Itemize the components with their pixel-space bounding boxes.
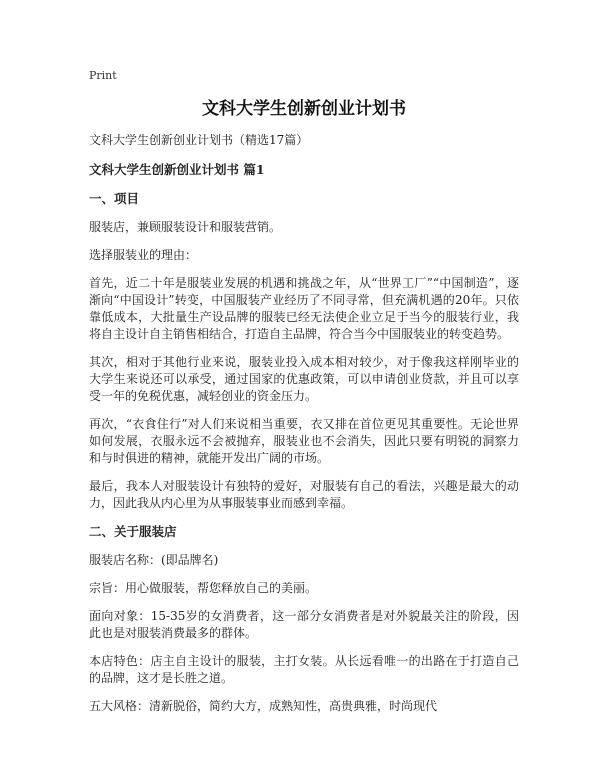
document-subtitle: 文科大学生创新创业计划书（精选17篇） bbox=[89, 133, 309, 147]
paragraph: 首先，近二十年是服装业发展的机遇和挑战之年，从“世界工厂”“中国制造”，逐渐向“中国设计”转变，中国服装产业经历了不同寻常，但充满机遇的20年。只依靠低成本，大批量生产设品牌的服装已经无法使企业立足于当今的服装行业，我将自主设计自主销售相结合，打造自主品牌，符合当今中国服装业的转变趋势。 bbox=[89, 276, 519, 341]
paragraph: 服装店，兼顾服装设计和服装营销。 bbox=[89, 220, 282, 234]
paragraph: 选择服装业的理由： bbox=[89, 248, 198, 262]
document-title: 文科大学生创新创业计划书 bbox=[202, 99, 406, 119]
paragraph: 五大风格：清新脱俗，简约大方，成熟知性，高贵典雅，时尚现代 bbox=[89, 699, 438, 713]
section-heading-project: 一、项目 bbox=[89, 191, 140, 206]
part-title: 文科大学生创新创业计划书 篇1 bbox=[89, 162, 265, 177]
paragraph: 宗旨：用心做服装，帮您释放自己的美丽。 bbox=[89, 581, 318, 595]
section-heading-about-store: 二、关于服装店 bbox=[89, 524, 177, 539]
document-page bbox=[89, 68, 519, 726]
paragraph: 最后，我本人对服装设计有独特的爱好，对服装有自己的看法，兴趣是最大的动力，因此我从内心里为从事服装事业而感到幸福。 bbox=[89, 479, 519, 510]
paragraph: 再次，“衣食住行”对人们来说相当重要，衣又排在首位更见其重要性。无论世界如何发展，衣服永远不会被抛弃，服装业也不会消失，因此只要有明锐的洞察力和与时俱进的精神，就能开发出广阔的市场。 bbox=[89, 417, 519, 465]
print-label[interactable]: Print bbox=[89, 69, 117, 82]
paragraph: 面向对象：15-35岁的女消费者，这一部分女消费者是对外貌最关注的阶段，因此也是对服装消费最多的群体。 bbox=[89, 609, 519, 640]
paragraph: 服装店名称：(即品牌名) bbox=[89, 553, 219, 567]
paragraph: 其次，相对于其他行业来说，服装业投入成本相对较少，对于像我这样刚毕业的大学生来说还可以承受，通过国家的优惠政策，可以申请创业贷款，并且可以享受一年的免税优惠，减轻创业的资金压力。 bbox=[89, 355, 519, 403]
paragraph: 本店特色：店主自主设计的服装，主打女装。从长远看唯一的出路在于打造自己的品牌，这才是长胜之道。 bbox=[89, 654, 519, 685]
